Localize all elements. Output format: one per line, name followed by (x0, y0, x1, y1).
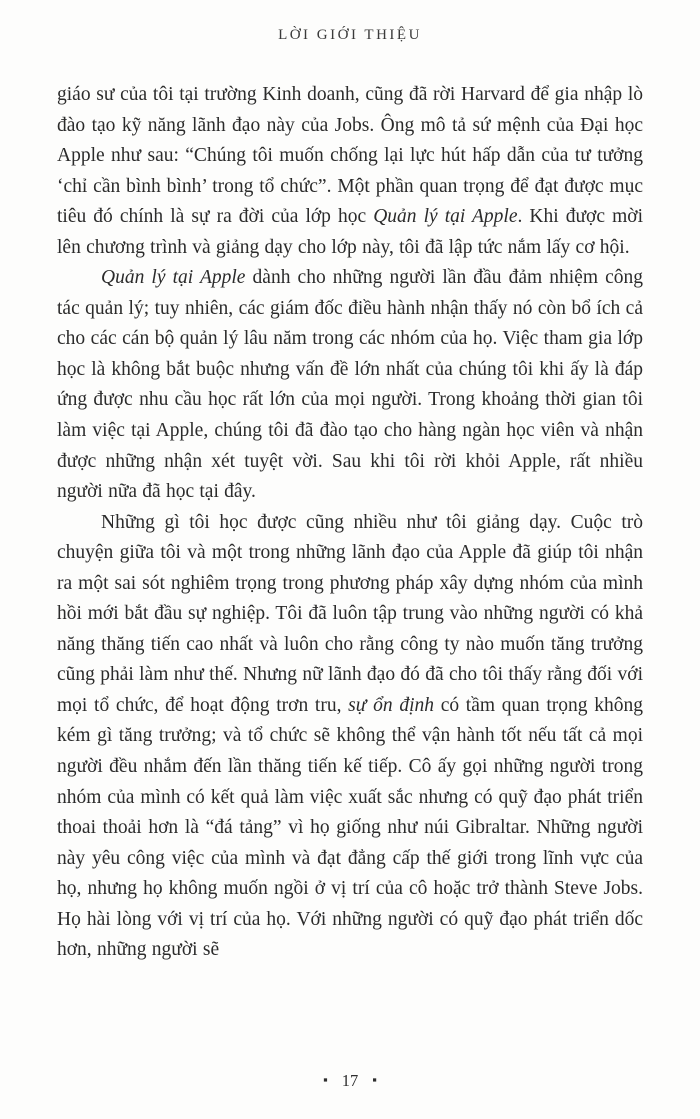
running-head: LỜI GIỚI THIỆU (278, 27, 422, 43)
text-run: dành cho những người lần đầu đảm nhiệm công tác quản lý; tuy nhiên, các giám đốc điều hành nhận thấy nó còn bổ ích cả cho các cán bộ quản lý lâu năm trong các nhóm của họ. Việc tham gia lớp học là không bắt buộc nhưng vấn đề lớn nhất của chúng tôi khi ấy là đáp ứng được nhu cầu học rất lớn của mọi người. Trong khoảng thời gian tôi làm việc tại Apple, chúng tôi đã đào tạo cho hàng ngàn học viên và nhận được những nhận xét tuyệt vời. Sau khi tôi rời khỏi Apple, rất nhiều người nữa đã học tại đây. (57, 267, 643, 503)
text-run: Những gì tôi học được cũng nhiều như tôi giảng dạy. Cuộc trò chuyện giữa tôi và một trong những lãnh đạo của Apple đã giúp tôi nhận ra một sai sót nghiêm trọng trong phương pháp xây dựng nhóm của mình hồi mới bắt đầu sự nghiệp. Tôi đã luôn tập trung vào những người có khả năng thăng tiến cao nhất và luôn cho rằng công ty nào muốn tăng trưởng cũng phải làm như thế. Nhưng nữ lãnh đạo đó đã cho tôi thấy rằng đối với mọi tổ chức, để hoạt động trơn tru, (57, 511, 643, 716)
paragraph (57, 263, 643, 507)
italic-text-run: Quản lý tại Apple (373, 206, 518, 228)
page-number: 17 (341, 1070, 359, 1090)
page-footer (57, 1070, 643, 1090)
footer-bullet-left-icon: ▪ (323, 1072, 328, 1088)
text-run: có tầm quan trọng không kém gì tăng trưởng; và tổ chức sẽ không thể vận hành tốt nếu tất cả mọi người đều nhắm đến lần thăng tiến kế tiếp. Cô ấy gọi những người trong nhóm của mình có kết quả làm việc xuất sắc nhưng có quỹ đạo phát triển thoai thoải hơn là “đá tảng” vì họ giống như núi Gibraltar. Những người này yêu công việc của mình và đạt đẳng cấp thế giới trong lĩnh vực của họ, nhưng họ không muốn ngồi ở vị trí của cô hoặc trở thành Steve Jobs. Họ hài lòng với vị trí của họ. Với những người có quỹ đạo phát triển dốc hơn, những người sẽ (57, 694, 643, 961)
italic-text-run: Quản lý tại Apple (101, 267, 246, 289)
paragraph (57, 508, 643, 966)
text-run: giáo sư của tôi tại trường Kinh doanh, cũng đã rời Harvard để gia nhập lò đào tạo kỹ năng lãnh đạo này của Jobs. Ông mô tả sứ mệnh của Đại học Apple như sau: “Chúng tôi muốn chống lại lực hút hấp dẫn của tư tưởng ‘chỉ cần bình bình’ trong tổ chức”. Một phần quan trọng để đạt được mục tiêu đó chính là sự ra đời của lớp học (57, 84, 643, 228)
italic-text-run: sự ổn định (348, 694, 434, 716)
footer-bullet-right-icon: ▪ (372, 1072, 377, 1088)
paragraph (57, 80, 643, 263)
text-run: . Khi được mời lên chương trình và giảng dạy cho lớp này, tôi đã lập tức nắm lấy cơ hội. (57, 206, 643, 258)
body-text (57, 80, 643, 966)
